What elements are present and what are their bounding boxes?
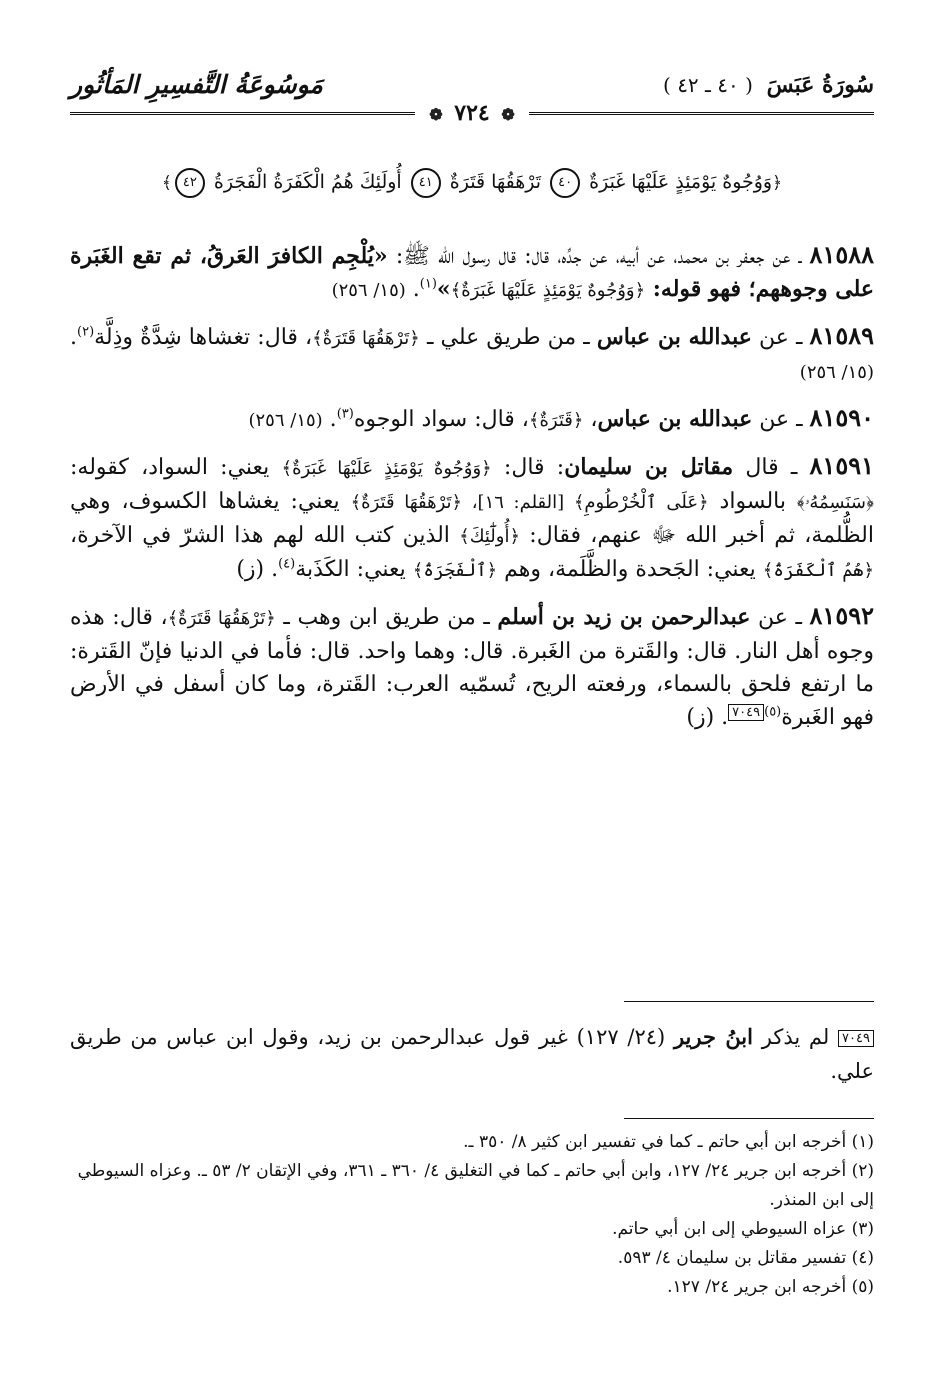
footnote: (٢) أخرجه ابن جرير ٢٤/ ١٢٧، وابن أبي حاتم ـ كما في التغليق ٤/ ٣٦٠ ـ ٣٦١، وفي الإتقان ٢/ ٥٣ ـ. وعزاه السيوطي إلى ابن المنذر. — [77, 1161, 874, 1210]
narrator-name: عبدالرحمن بن زيد بن أسلم — [497, 604, 751, 630]
surah-reference: [القلم: ١٦]، — [462, 492, 574, 513]
narration-text: ـ من طريق ابن وهب ـ — [275, 605, 498, 630]
footnote: (٤) تفسير مقاتل بن سليمان ٤/ ٥٩٣. — [617, 1248, 874, 1268]
quran-quote: ﴿وَوُجُوهٌ يَوْمَئِذٍ عَلَيْهَا غَبَرَةٌ﴾ — [281, 458, 492, 479]
footnote-separator — [624, 1118, 874, 1119]
narration-text: الذين كتب الله لهم هذا الشرّ في الآخرة، — [70, 523, 460, 548]
narrator-name: مقاتل بن سليمان — [564, 454, 734, 480]
footnote: (٣) عزاه السيوطي إلى ابن أبي حاتم. — [612, 1219, 874, 1239]
narration-number: ٨١٥٨٩ — [809, 321, 874, 350]
quran-quote: ﴿تَرْهَقُهَا قَتَرَةٌ﴾ — [167, 608, 276, 629]
narration-text: يعني: الكَذَبة — [295, 557, 413, 582]
narration-entry — [70, 238, 874, 307]
narration-text: ، قال: تغشاها شِدَّةٌ وذِلَّة — [94, 325, 313, 350]
ayah-text-40: وَوُجُوهٌ يَوْمَئِذٍ عَلَيْهَا غَبَرَةٌ — [589, 171, 773, 193]
narration-number: ٨١٥٩٠ — [809, 403, 874, 432]
ayah-text-42: أُولَئِكَ هُمُ الْكَفَرَةُ الْفَجَرَةُ — [213, 171, 402, 193]
narration-text: ـ عن — [752, 407, 810, 432]
editor-note — [70, 1020, 874, 1088]
hadith-text: «يُلْجِم الكافرَ العَرقُ، ثم تقع الغَبَرة على وجوههم؛ فهو قوله: — [70, 243, 874, 302]
narration-text: يعني: السواد، كقوله: — [70, 455, 282, 480]
narration-entry — [70, 599, 874, 734]
quran-quote: ﴿عَلَى ٱلْخُرْطُومِ﴾ — [573, 492, 709, 513]
narration-entry — [70, 401, 874, 437]
narration-text: يعني: يغشاها الكسوف، وهي الظُّلمة، ثم أخبر الله ﷻ عنهم، فقال: — [70, 489, 875, 548]
narration-text: : قال: — [491, 455, 565, 480]
header-rule-right — [529, 112, 874, 115]
narration-text: . — [322, 407, 337, 432]
narration-number: ٨١٥٨٨ — [809, 240, 874, 269]
running-head-book: مَوسُوعَةُ التَّفسِيرِ المَأثُور — [70, 70, 323, 99]
footnote-marker[interactable]: (٢) — [77, 324, 95, 340]
editor-note-text: (٢٤/ ١٢٧) غير قول عبدالرحمن بن زيد، وقول ابن عباس من طريق علي. — [70, 1025, 874, 1083]
header-rule-left — [70, 112, 415, 115]
editor-note-text: لم يذكر — [753, 1025, 839, 1049]
volume-reference: (١٥/ ٢٥٦) — [331, 280, 406, 301]
ornament-icon: ❁ — [501, 105, 515, 124]
page-number-value: ٧٢٤ — [454, 100, 490, 126]
narration-text: ـ عن جعفر بن محمد، عن أبيه، عن جدِّه، قال: قال رسول الله ﷺ: — [387, 244, 810, 269]
ayah-number-badge: ٤٠ — [550, 168, 580, 198]
narration-text: ـ عن — [750, 605, 810, 630]
narration-text: ، — [583, 407, 598, 432]
narration-entry — [70, 319, 874, 389]
narration-text: يعني: الجَحدة والظَّلَمة، وهم — [497, 557, 763, 582]
surah-title: سُورَةُ عَبَسَ — [766, 72, 874, 98]
ornament-icon: ❁ — [429, 105, 443, 124]
page-header — [70, 70, 874, 126]
footnote: (١) أخرجه ابن أبي حاتم ـ كما في تفسير ابن كثير ٨/ ٣٥٠ ـ. — [463, 1132, 874, 1152]
narration-text: ـ من طريق علي ـ — [419, 325, 597, 350]
quran-quote: ﴿سَنَسِمُهُۥ﴾ — [796, 492, 874, 513]
narration-number: ٨١٥٩٢ — [809, 601, 874, 630]
editor-note-name: ابنُ جرير — [673, 1024, 753, 1049]
quran-quote: ﴿تَرْهَقُهَا قَتَرَةٌ﴾ — [350, 492, 463, 513]
narrator-name: عبدالله بن عباس — [597, 406, 753, 432]
tafsir-body — [70, 238, 874, 746]
narration-text: ، قال: سواد الوجوه — [353, 407, 529, 432]
narration-text: ـ عن — [751, 325, 810, 350]
editor-note-separator — [624, 1001, 874, 1002]
ayah-number-badge: ٤١ — [411, 168, 441, 198]
verse-range: ( ٤٠ ـ ٤٢ ) — [663, 73, 753, 97]
narration-text: ، قال: هذه وجوه أهل النار. قال: والقَترة من الغَبرة. قال: وهما واحد. قال: فأما في الدنيا فإنّ القَترة: ما ارتفع فلحق بالسماء، ورفعته الريح، تُسمّيه العرب: القَترة، وما كان أسفل في الأرض فهو الغَبرة — [70, 605, 874, 730]
narration-entry — [70, 449, 874, 587]
narration-text: بالسواد — [708, 489, 797, 514]
quran-bracket-open: ﴿ — [772, 173, 783, 193]
narration-text: . — [70, 325, 77, 350]
footnote-marker[interactable]: (٤) — [278, 556, 296, 572]
footnotes — [70, 1128, 874, 1302]
footnote-marker[interactable]: (٥) — [764, 704, 782, 720]
narration-text: ـ قال — [733, 455, 810, 480]
ayah-text-41: تَرْهَقُهَا قَتَرَةٌ — [449, 171, 542, 193]
footnote: (٥) أخرجه ابن جرير ٢٤/ ١٢٧. — [667, 1277, 874, 1297]
ayah-banner — [70, 168, 874, 198]
quran-bracket-close: ﴾ — [161, 173, 172, 193]
quran-quote: ﴿وَوُجُوهٌ يَوْمَئِذٍ عَلَيْهَا غَبَرَةٌ﴾ — [450, 280, 646, 301]
narrator-name: عبدالله بن عباس — [596, 324, 752, 350]
volume-reference: (١٥/ ٢٥٦) — [248, 410, 323, 431]
quran-quote: ﴿هُمُ ٱلْكَفَرَةُ﴾ — [762, 560, 874, 581]
quran-quote: ﴿ٱلْفَجَرَةُ﴾ — [412, 560, 498, 581]
narration-text: . — [405, 277, 420, 302]
narration-text: . (ز) — [236, 557, 279, 582]
ayah-number-badge: ٤٢ — [175, 168, 205, 198]
running-head-surah — [663, 72, 874, 98]
hadith-close: » — [436, 276, 451, 302]
footnote-marker[interactable]: (١) — [419, 276, 437, 292]
quran-quote: ﴿أُولَٰٓئِكَ﴾ — [459, 526, 521, 547]
quran-quote: ﴿قَتَرَةٌ﴾ — [528, 410, 584, 431]
volume-reference: (١٥/ ٢٥٦) — [799, 362, 874, 383]
quran-quote: ﴿تَرْهَقُهَا قَتَرَةٌ﴾ — [312, 328, 420, 349]
footnote-marker[interactable]: (٣) — [336, 406, 354, 422]
page-number — [425, 100, 519, 126]
editor-note-number: ٧٠٤٩ — [838, 1030, 874, 1047]
narration-number: ٨١٥٩١ — [809, 451, 874, 480]
editor-note-marker[interactable]: ٧٠٤٩ — [728, 704, 764, 721]
narration-text: . (ز) — [686, 705, 729, 730]
